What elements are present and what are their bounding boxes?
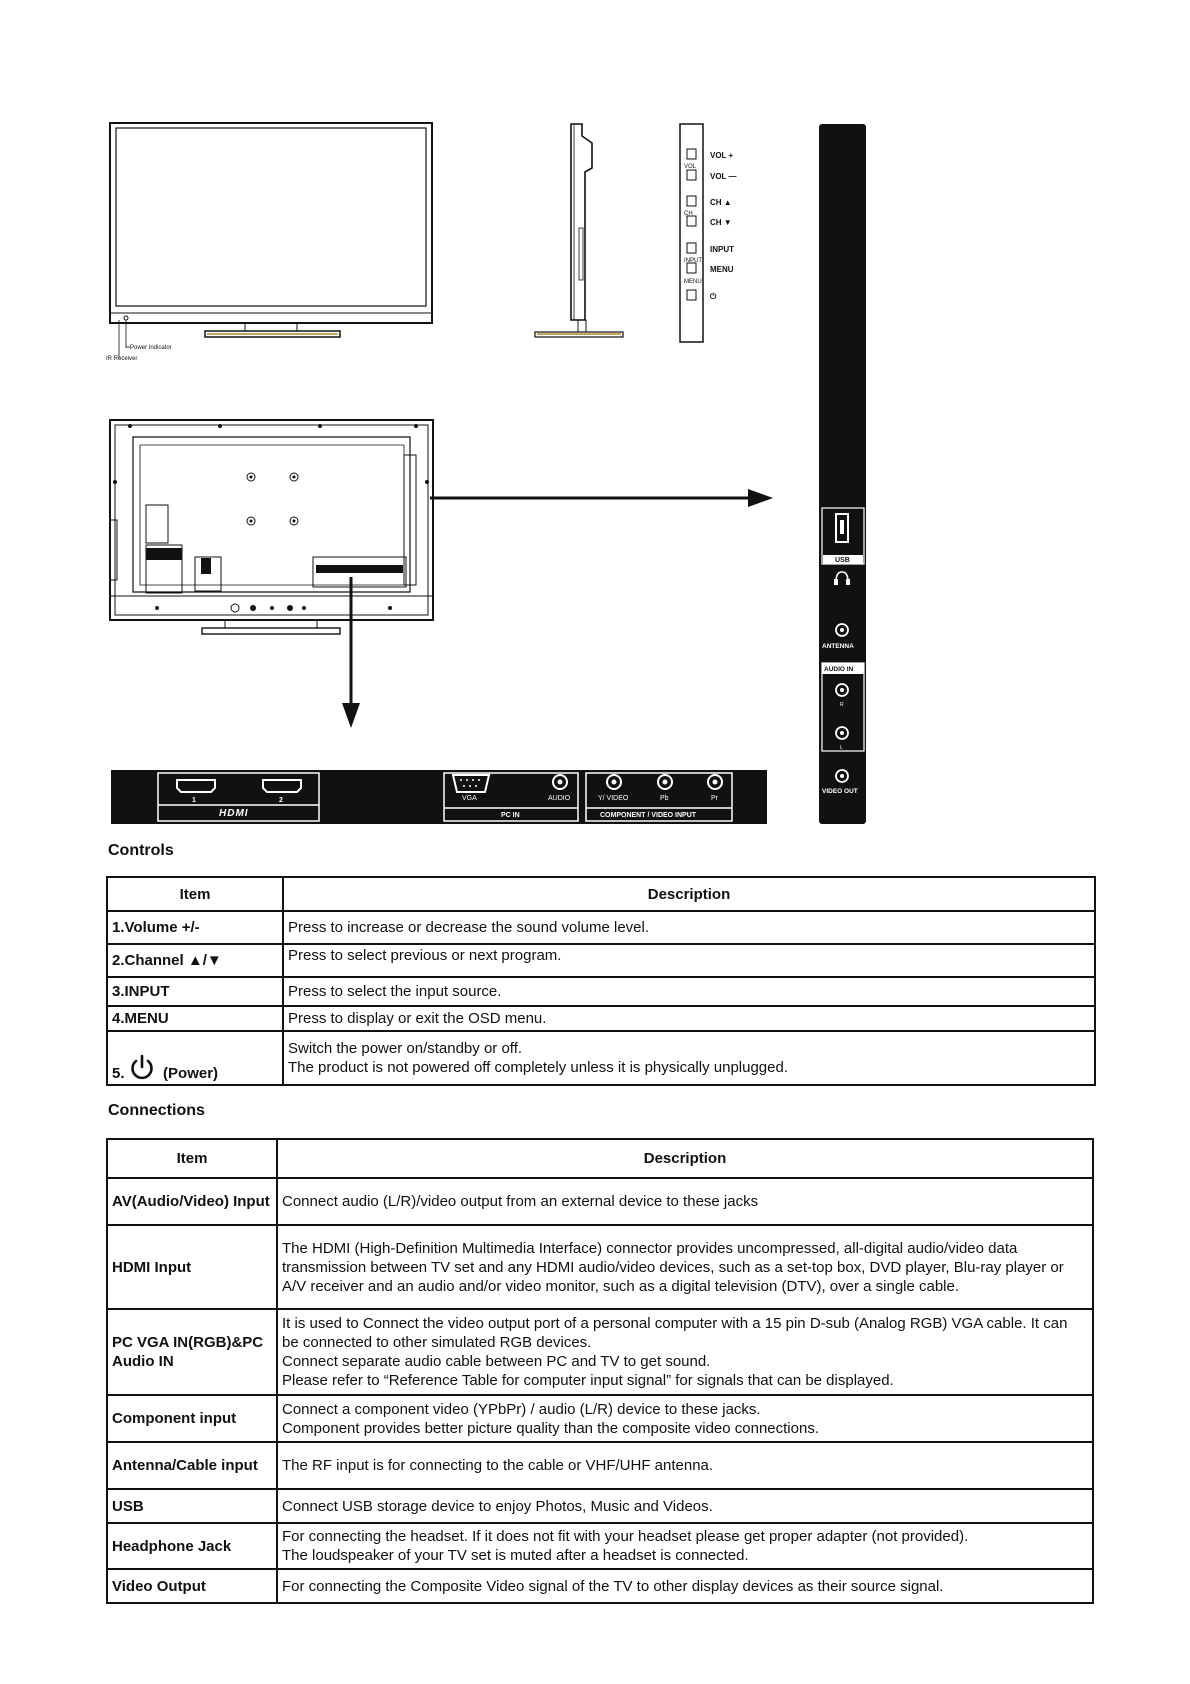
- connections-heading: Connections: [108, 1102, 205, 1119]
- table-row: [107, 1006, 1095, 1031]
- table-row: [107, 1225, 1093, 1309]
- description-header: Description: [283, 877, 1095, 911]
- component-label: COMPONENT / VIDEO INPUT: [600, 812, 697, 819]
- hdmi-port-1-label: 1: [192, 797, 196, 804]
- controls-heading: Controls: [108, 842, 174, 859]
- power-button-icon: [687, 290, 696, 300]
- item-header: Item: [107, 1139, 277, 1178]
- power-indicator-icon: [124, 316, 128, 320]
- vol-up-button-icon: [687, 149, 696, 159]
- connection-item: USB: [107, 1489, 277, 1523]
- table-row: [107, 1569, 1093, 1603]
- arrow-to-side-panel: [430, 489, 773, 507]
- control-item: 1.Volume +/-: [107, 911, 283, 944]
- table-row: [107, 944, 1095, 977]
- item-header: Item: [107, 877, 283, 911]
- description-header: Description: [277, 1139, 1093, 1178]
- connection-item: Video Output: [107, 1569, 277, 1603]
- component-pb-label: Pb: [660, 795, 669, 802]
- connection-item: Antenna/Cable input: [107, 1442, 277, 1489]
- power-indicator-label: Power Indicator: [130, 345, 172, 351]
- table-header-row: [107, 1139, 1093, 1178]
- ch-down-button-label: CH ▼: [710, 218, 732, 227]
- table-row: [107, 911, 1095, 944]
- connection-description: Connect USB storage device to enjoy Photos, Music and Videos.: [277, 1489, 1093, 1523]
- control-description: Press to select previous or next program.: [283, 944, 1095, 977]
- vol-up-button-label: VOL +: [710, 151, 734, 160]
- component-y-video-label: Y/ VIDEO: [598, 795, 629, 802]
- control-description: Switch the power on/standby or off. The product is not powered off completely unless it is physically unplugged.: [283, 1031, 1095, 1085]
- control-description: Press to select the input source.: [283, 977, 1095, 1006]
- audio-in-l-label: L: [840, 745, 843, 751]
- control-description: Press to increase or decrease the sound volume level.: [283, 911, 1095, 944]
- menu-button-label: MENU: [710, 265, 734, 274]
- table-header-row: [107, 877, 1095, 911]
- antenna-label: ANTENNA: [822, 643, 854, 650]
- side-strip-label: MENU: [684, 279, 702, 285]
- connection-description: The RF input is for connecting to the cable or VHF/UHF antenna.: [277, 1442, 1093, 1489]
- tv-front-view: [106, 123, 432, 362]
- usb-label: USB: [835, 557, 850, 564]
- ch-up-button-label: CH ▲: [710, 198, 732, 207]
- video-out-label: VIDEO OUT: [822, 788, 858, 795]
- table-row: [107, 977, 1095, 1006]
- connection-description: For connecting the Composite Video signal of the TV to other display devices as their source signal.: [277, 1569, 1093, 1603]
- vol-down-button-label: VOL —: [710, 172, 737, 181]
- ir-receiver-label: IR Receiver: [106, 356, 138, 362]
- power-icon: [129, 1054, 155, 1082]
- control-item: 2.Channel ▲/▼: [107, 944, 283, 977]
- tv-diagram: [0, 0, 1190, 835]
- menu-button-icon: [687, 263, 696, 273]
- control-item-power: [107, 1031, 283, 1085]
- connection-description: Connect a component video (YPbPr) / audio (L/R) device to these jacks. Component provides better picture quality than the composite video connections.: [277, 1395, 1093, 1442]
- table-row: [107, 1442, 1093, 1489]
- vol-down-button-icon: [687, 170, 696, 180]
- table-row: [107, 1031, 1095, 1085]
- audio-in-r-label: R: [840, 702, 844, 708]
- input-button-label: INPUT: [710, 245, 734, 254]
- side-strip-label: INPUT: [684, 258, 702, 264]
- power-item-prefix: 5.: [112, 1065, 125, 1082]
- arrow-to-bottom-panel: [342, 577, 360, 728]
- input-button-icon: [687, 243, 696, 253]
- connection-item: Headphone Jack: [107, 1523, 277, 1569]
- tv-back-view: [110, 420, 433, 634]
- bottom-connector-panel: [111, 770, 767, 824]
- control-item: 4.MENU: [107, 1006, 283, 1031]
- hdmi-label: HDMI: [219, 808, 249, 819]
- hdmi-port-2-label: 2: [279, 797, 283, 804]
- side-button-strip: [680, 124, 737, 342]
- audio-in-label: AUDIO IN: [824, 666, 854, 673]
- ch-up-button-icon: [687, 196, 696, 206]
- connection-item: Component input: [107, 1395, 277, 1442]
- tv-side-view: [535, 124, 623, 337]
- table-row: [107, 1178, 1093, 1225]
- power-button-label: ⏻: [710, 292, 717, 301]
- side-strip-label: VOL: [684, 164, 697, 170]
- table-row: [107, 1309, 1093, 1395]
- connection-item: HDMI Input: [107, 1225, 277, 1309]
- connection-description: It is used to Connect the video output port of a personal computer with a 15 pin D-sub (Analog RGB) VGA cable. It can be connected to other simulated RGB devices. Connect separate audio cable between PC and TV to get sound. Please refer to “Reference Table for computer input signal” for signals that can be displayed.: [277, 1309, 1093, 1395]
- connection-item: AV(Audio/Video) Input: [107, 1178, 277, 1225]
- ch-down-button-icon: [687, 216, 696, 226]
- table-row: [107, 1489, 1093, 1523]
- connections-table: [106, 1138, 1094, 1604]
- vga-label: VGA: [462, 795, 477, 802]
- power-item-suffix: (Power): [163, 1065, 219, 1082]
- connection-item: PC VGA IN(RGB)&PC Audio IN: [107, 1309, 277, 1395]
- connection-description: Connect audio (L/R)/video output from an external device to these jacks: [277, 1178, 1093, 1225]
- connection-description: The HDMI (High-Definition Multimedia Interface) connector provides uncompressed, all-digital audio/video data transmission between TV set and any HDMI audio/video devices, such as a set-top box, DVD player, Blu-ray player or A/V receiver and an audio and/or video monitor, such as a digital television (DTV), over a single cable.: [277, 1225, 1093, 1309]
- side-connector-panel: [819, 124, 866, 824]
- table-row: [107, 1523, 1093, 1569]
- control-description: Press to display or exit the OSD menu.: [283, 1006, 1095, 1031]
- audio-label: AUDIO: [548, 795, 571, 802]
- controls-table: [106, 876, 1096, 1086]
- control-item: 3.INPUT: [107, 977, 283, 1006]
- connection-description: For connecting the headset. If it does not fit with your headset please get proper adapter (not provided). The loudspeaker of your TV set is muted after a headset is connected.: [277, 1523, 1093, 1569]
- side-strip-label: CH: [684, 211, 693, 217]
- component-pr-label: Pr: [711, 795, 718, 802]
- pc-in-label: PC IN: [501, 812, 520, 819]
- table-row: [107, 1395, 1093, 1442]
